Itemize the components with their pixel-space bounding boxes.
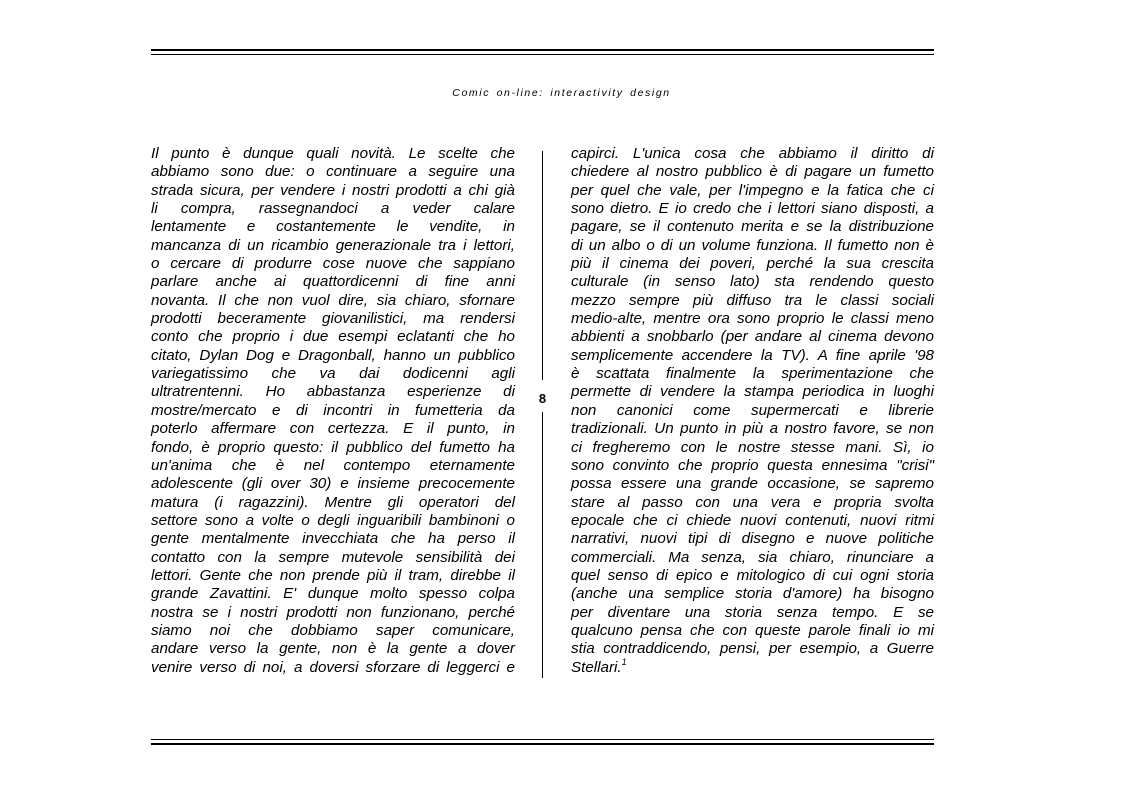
- text-line: novanta. Il che non vuol dire, sia chiaro, sfornare: [151, 291, 515, 309]
- text-line: abbiamo sono due: o continuare a seguire una: [151, 163, 515, 181]
- text-line: lettori. Gente che non prende più il tram, direbbe il: [151, 566, 515, 584]
- page-number: 8: [538, 391, 547, 406]
- text-line: capirci. L'unica cosa che abbiamo il diritto di: [571, 145, 934, 162]
- text-line: pagare, se il contenuto merita e se la distribuzione: [571, 218, 934, 236]
- text-line: parlare anche ai quattordicenni di fine anni: [151, 273, 515, 291]
- text-line: chiedere al nostro pubblico è di pagare un fumetto: [571, 163, 934, 181]
- text-line: lentamente e costantemente le vendite, in: [151, 218, 515, 236]
- text-line: commerciali. Ma senza, sia chiaro, rinunciare a: [571, 548, 934, 566]
- text-line: non canonici come supermercati e librerie: [571, 401, 934, 419]
- text-line: per diventare una storia senza tempo. E se: [571, 603, 934, 621]
- running-header: Comic on-line: interactivity design: [452, 87, 671, 99]
- top-rule-thin: [151, 54, 934, 55]
- text-line: mostre/mercato e di incontri in fumetteria da: [151, 401, 515, 419]
- text-line: prodotti beceramente giovanilistici, ma rendersi: [151, 310, 515, 328]
- top-rule-thick: [151, 49, 934, 51]
- text-line: (anche una semplice storia d'amore) ha bisogno: [571, 585, 934, 603]
- text-line: matura (i ragazzini). Mentre gli operatori del: [151, 493, 515, 511]
- top-double-rule: [151, 49, 934, 55]
- text-line: citato, Dylan Dog e Dragonball, hanno un pubblico: [151, 346, 515, 364]
- text-line: narrativi, nuovi tipi di disegno e nuove politiche: [571, 530, 934, 548]
- text-line: o cercare di produrre cose nuove che sappiano: [151, 255, 515, 273]
- column-divider-top: [542, 151, 543, 380]
- text-line: siamo noi che dobbiamo saper comunicare,: [151, 621, 515, 639]
- text-line: è scattata finalmente la sperimentazione che: [571, 365, 934, 383]
- text-line: semplicemente accendere la TV). A fine aprile '98: [571, 346, 934, 364]
- text-line: quel senso di epico e mitologico di cui ogni storia: [571, 566, 934, 584]
- text-line: qualcuno pensa che con queste parole finali io mi: [571, 621, 934, 639]
- left-text-column: [151, 145, 515, 677]
- text-line: possa essere una grande occasione, se sapremo: [571, 475, 934, 493]
- bottom-double-rule: [151, 739, 934, 745]
- right-text-column: [571, 145, 934, 677]
- text-line: mezzo sempre più diffuso tra le classi sociali: [571, 291, 934, 309]
- text-line: contatto con la sempre mutevole sensibilità dei: [151, 548, 515, 566]
- text-line: Il punto è dunque quali novità. Le scelte che: [151, 145, 515, 162]
- column-divider-bottom: [542, 412, 543, 678]
- text-line: settore sono a volte o degli inguaribili bambinoni o: [151, 511, 515, 529]
- text-line-final-words: Stellari.: [571, 658, 622, 676]
- text-line: grande Zavattini. E' dunque molto spesso colpa: [151, 585, 515, 603]
- text-line: un'anima che è nel contempo eternamente: [151, 456, 515, 474]
- text-line: stare al passo con una vera e propria svolta: [571, 493, 934, 511]
- text-line: li compra, rassegnandoci a veder calare: [151, 200, 515, 218]
- text-line: conto che proprio i due esempi eclatanti che ho: [151, 328, 515, 346]
- text-line: mancanza di un ricambio generazionale tra i lettori,: [151, 236, 515, 254]
- text-line-last: [571, 656, 934, 677]
- footnote-marker[interactable]: 1: [621, 656, 627, 667]
- text-line: venire verso di noi, a doversi sforzare di leggerci e: [151, 658, 515, 676]
- text-line: abbienti a snobbarlo (per andare al cinema devono: [571, 328, 934, 346]
- text-line: per quel che vale, per l'impegno e la fatica che ci: [571, 181, 934, 199]
- text-line: di un albo o di un volume funziona. Il fumetto non è: [571, 236, 934, 254]
- text-line: ci fregheremo con le nostre stesse mani. Sì, io: [571, 438, 934, 456]
- text-line: più il cinema dei poveri, perché la sua crescita: [571, 255, 934, 273]
- text-line: sono dietro. E io credo che i lettori siano disposti, a: [571, 200, 934, 218]
- text-line: fondo, è proprio questo: il pubblico del fumetto ha: [151, 438, 515, 456]
- text-line: tradizionali. Un punto in più a nostro favore, se non: [571, 420, 934, 438]
- text-line: nostra se i nostri prodotti non funzionano, perché: [151, 603, 515, 621]
- text-line: strada sicura, per vendere i nostri prodotti a chi già: [151, 181, 515, 199]
- text-line: poterlo affermare con certezza. E il punto, in: [151, 420, 515, 438]
- text-line: adolescente (gli over 30) e insieme precocemente: [151, 475, 515, 493]
- text-line: andare verso la gente, non è la gente a dover: [151, 640, 515, 658]
- bottom-rule-thin: [151, 739, 934, 740]
- text-line: permette di vendere la stampa periodica in luoghi: [571, 383, 934, 401]
- text-line: sono convinto che proprio questa ennesima "crisi": [571, 456, 934, 474]
- text-line: stia contraddicendo, pensi, per esempio, a Guerre: [571, 640, 934, 658]
- text-line: variegatissimo che va dai dodicenni agli: [151, 365, 515, 383]
- text-line: culturale (in senso lato) sta rendendo questo: [571, 273, 934, 291]
- text-line: epocale che ci chiede nuovi contenuti, nuovi ritmi: [571, 511, 934, 529]
- text-line: medio-alte, mentre ora sono proprio le classi meno: [571, 310, 934, 328]
- text-line: ultratrentenni. Ho abbastanza esperienze di: [151, 383, 515, 401]
- text-line: gente mentalmente invecchiata che ha perso il: [151, 530, 515, 548]
- bottom-rule-thick: [151, 743, 934, 745]
